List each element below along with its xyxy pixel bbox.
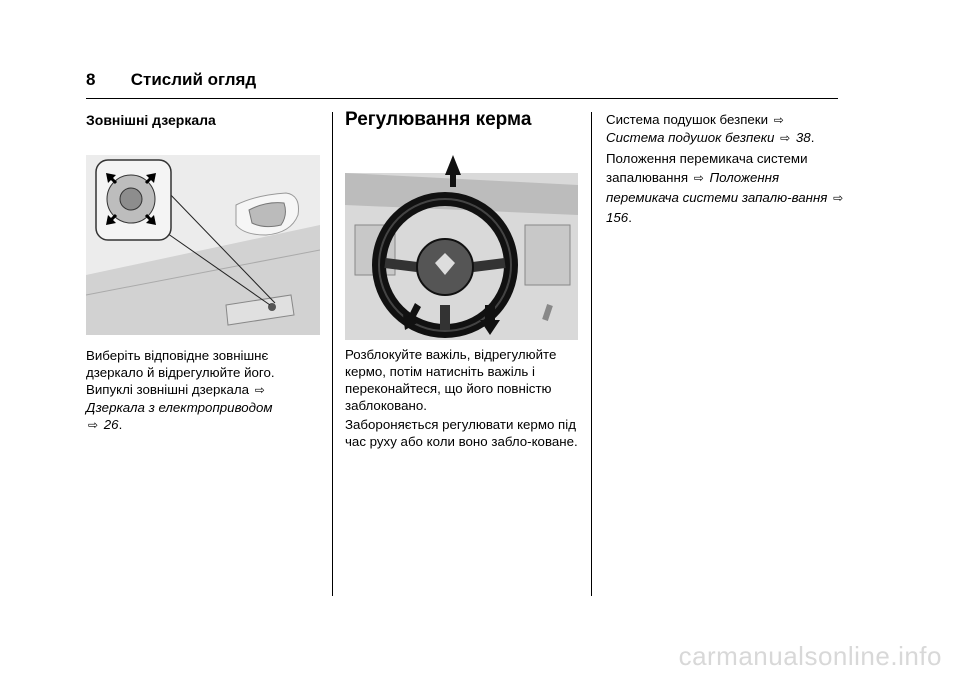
ref-title-electric-mirrors[interactable]: Дзеркала з електроприводом <box>86 400 273 415</box>
reference-arrow-icon: ⇨ <box>693 171 704 185</box>
ref-page-26[interactable]: 26 <box>103 417 119 432</box>
page-header <box>86 70 256 90</box>
ref-page-156[interactable]: 156 <box>606 210 629 225</box>
convex-mirrors-text: Випуклі зовнішні дзеркала <box>86 382 250 397</box>
ref-title-ignition[interactable]: Положення перемикача системи запалю-вання <box>606 170 828 205</box>
steering-wheel-illustration <box>345 155 578 340</box>
chapter-title: Стислий огляд <box>130 70 257 89</box>
mirrors-reference: Випуклі зовнішні дзеркала ⇨ Дзеркала з електроприводом ⇨ 26. <box>86 382 273 432</box>
reference-arrow-icon: ⇨ <box>88 418 99 432</box>
header-rule <box>86 98 838 99</box>
ref-title-airbag[interactable]: Система подушок безпеки <box>606 130 775 145</box>
reference-arrow-icon: ⇨ <box>833 191 844 205</box>
page-number: 8 <box>86 70 96 89</box>
ignition-reference: Положення перемикача системи запалювання ⇨ Положення перемикача системи запалю-вання ⇨ 156. <box>606 151 844 225</box>
mirrors-instruction: Виберіть відповідне зовнішнє дзеркало й відрегулюйте його. <box>86 348 275 380</box>
steering-warning: Забороняється регулювати кермо під час руху або коли воно забло-коване. <box>345 417 578 449</box>
section-title-mirrors: Зовнішні дзеркала <box>86 112 216 128</box>
reference-arrow-icon: ⇨ <box>780 131 791 145</box>
reference-arrow-icon: ⇨ <box>773 113 784 127</box>
reference-arrow-icon: ⇨ <box>254 383 265 397</box>
column-separator-1 <box>332 112 333 596</box>
airbag-text: Система подушок безпеки <box>606 112 769 127</box>
ref-page-38[interactable]: 38 <box>795 130 811 145</box>
section-title-steering: Регулювання керма <box>345 109 532 130</box>
mirror-illustration <box>86 155 320 335</box>
watermark: carmanualsonline.info <box>678 641 942 671</box>
airbag-reference: Система подушок безпеки ⇨ Система подушок безпеки ⇨ 38. <box>606 112 815 145</box>
column-separator-2 <box>591 112 592 596</box>
ignition-text: Положення перемикача системи запалювання <box>606 151 808 185</box>
steering-instruction: Розблокуйте важіль, відрегулюйте кермо, потім натисніть важіль і переконайтеся, що його повністю заблоковано. <box>345 347 557 413</box>
